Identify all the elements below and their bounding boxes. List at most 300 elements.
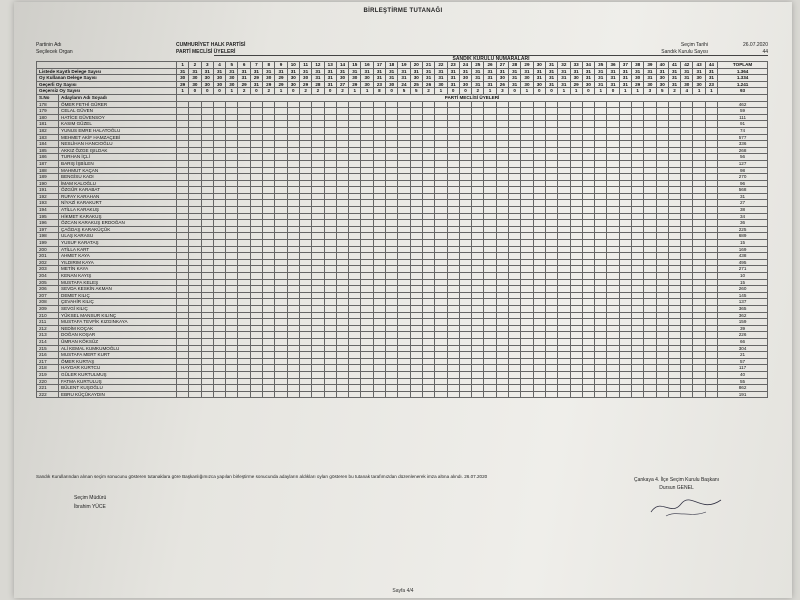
vote-cell [607,312,619,319]
vote-cell [496,180,508,187]
summary-value: 31 [545,75,557,82]
vote-cell [386,220,398,227]
candidate-number: 205 [37,279,59,286]
vote-cell [693,378,705,385]
vote-cell [595,286,607,293]
vote-cell [275,292,287,299]
vote-cell [496,167,508,174]
vote-cell [410,207,422,214]
vote-cell [607,259,619,266]
vote-cell [496,121,508,128]
vote-cell [582,121,594,128]
vote-cell [656,371,668,378]
vote-cell [459,233,471,240]
vote-cell [324,365,336,372]
vote-cell [644,332,656,339]
vote-cell [545,253,557,260]
candidate-name: YUNUS EMRE HALATOĞLU [59,127,177,134]
vote-cell [472,325,484,332]
vote-cell [275,266,287,273]
vote-cell [705,246,717,253]
vote-cell [386,233,398,240]
vote-cell [263,358,275,365]
table-row [37,187,768,194]
vote-cell [349,352,361,359]
vote-cell [422,108,434,115]
vote-cell [435,200,447,207]
vote-cell [238,226,250,233]
vote-cell [373,246,385,253]
vote-cell [558,193,570,200]
candidate-number: 207 [37,292,59,299]
vote-cell [386,121,398,128]
vote-cell [386,174,398,181]
vote-cell [275,246,287,253]
table-row [37,147,768,154]
vote-cell [238,266,250,273]
vote-cell [545,246,557,253]
vote-cell [398,193,410,200]
vote-cell [299,266,311,273]
vote-cell [349,299,361,306]
vote-cell [398,121,410,128]
candidate-total: 117 [718,365,768,372]
vote-cell [619,193,631,200]
vote-cell [275,352,287,359]
vote-cell [607,220,619,227]
vote-cell [521,286,533,293]
vote-cell [668,226,680,233]
vote-cell [410,305,422,312]
vote-cell [299,371,311,378]
vote-cell [226,193,238,200]
vote-cell [582,160,594,167]
vote-cell [263,207,275,214]
vote-cell [496,332,508,339]
vote-cell [349,154,361,161]
vote-cell [607,174,619,181]
vote-cell [250,371,262,378]
vote-cell [422,292,434,299]
summary-value: 0 [447,88,459,95]
vote-cell [336,154,348,161]
vote-cell [422,127,434,134]
vote-cell [705,391,717,398]
column-number: 42 [681,62,693,69]
vote-cell [410,345,422,352]
table-row [37,286,768,293]
vote-cell [484,101,496,108]
vote-cell [570,220,582,227]
vote-cell [373,213,385,220]
vote-cell [422,220,434,227]
vote-cell [558,200,570,207]
vote-cell [373,253,385,260]
vote-cell [472,121,484,128]
vote-cell [287,312,299,319]
vote-cell [619,352,631,359]
vote-cell [484,240,496,247]
candidate-total: 34 [718,213,768,220]
vote-cell [373,226,385,233]
summary-value: 25 [410,81,422,88]
vote-cell [619,127,631,134]
summary-value: 30 [533,81,545,88]
vote-cell [299,246,311,253]
summary-value: 31 [410,68,422,75]
vote-cell [275,332,287,339]
vote-cell [472,319,484,326]
vote-cell [705,325,717,332]
vote-cell [299,108,311,115]
vote-cell [705,352,717,359]
vote-cell [435,180,447,187]
vote-cell [447,319,459,326]
vote-cell [681,325,693,332]
summary-value: 1 [693,88,705,95]
summary-value: 31 [177,68,189,75]
vote-cell [607,121,619,128]
vote-cell [299,141,311,148]
vote-cell [263,193,275,200]
vote-cell [361,279,373,286]
vote-cell [373,371,385,378]
vote-cell [226,240,238,247]
vote-cell [668,338,680,345]
vote-cell [263,240,275,247]
vote-cell [299,134,311,141]
vote-cell [484,365,496,372]
table-row [37,167,768,174]
vote-cell [201,352,213,359]
vote-cell [386,378,398,385]
vote-cell [668,286,680,293]
vote-cell [213,141,225,148]
vote-cell [681,160,693,167]
vote-cell [619,240,631,247]
summary-value: 30 [287,75,299,82]
vote-cell [545,187,557,194]
vote-cell [607,358,619,365]
vote-cell [373,279,385,286]
vote-cell [472,226,484,233]
vote-cell [533,391,545,398]
vote-cell [631,187,643,194]
vote-cell [238,233,250,240]
summary-value: 31 [644,68,656,75]
vote-cell [496,114,508,121]
vote-cell [312,266,324,273]
summary-value: 0 [582,88,594,95]
vote-cell [435,338,447,345]
vote-cell [422,365,434,372]
vote-cell [398,371,410,378]
candidate-name: SEVGİ KILIÇ [59,305,177,312]
vote-cell [299,391,311,398]
vote-cell [238,332,250,339]
vote-cell [312,240,324,247]
vote-cell [435,358,447,365]
vote-cell [263,338,275,345]
vote-cell [287,193,299,200]
vote-cell [570,193,582,200]
vote-cell [336,174,348,181]
vote-cell [386,101,398,108]
vote-cell [656,279,668,286]
vote-cell [373,312,385,319]
vote-cell [668,253,680,260]
summary-value: 1 [705,88,717,95]
vote-cell [299,147,311,154]
vote-cell [681,266,693,273]
vote-cell [472,240,484,247]
summary-value: 30 [386,81,398,88]
vote-cell [705,305,717,312]
vote-cell [693,338,705,345]
vote-cell [459,338,471,345]
vote-cell [644,134,656,141]
summary-value: 31 [472,81,484,88]
candidate-number: 188 [37,167,59,174]
candidate-number: 218 [37,365,59,372]
table-row [37,246,768,253]
vote-cell [213,180,225,187]
vote-cell [693,319,705,326]
vote-cell [447,259,459,266]
vote-cell [484,147,496,154]
vote-cell [631,154,643,161]
document-page [14,2,792,598]
summary-value: 23 [705,81,717,88]
vote-cell [435,114,447,121]
vote-cell [619,299,631,306]
vote-cell [324,240,336,247]
vote-cell [595,365,607,372]
summary-value: 31 [226,68,238,75]
candidate-number: 184 [37,141,59,148]
vote-cell [275,299,287,306]
vote-cell [668,358,680,365]
vote-cell [250,312,262,319]
vote-cell [398,233,410,240]
vote-cell [435,167,447,174]
vote-cell [238,240,250,247]
table-row [37,358,768,365]
vote-cell [545,101,557,108]
vote-cell [595,319,607,326]
vote-cell [226,101,238,108]
vote-cell [558,127,570,134]
vote-cell [226,312,238,319]
vote-cell [668,160,680,167]
vote-cell [705,299,717,306]
sig-right-title: Çankaya 4. İlçe Seçim Kurulu Başkanı [634,477,720,483]
vote-cell [201,358,213,365]
vote-cell [299,299,311,306]
table-row [37,312,768,319]
vote-cell [509,338,521,345]
vote-cell [533,240,545,247]
vote-cell [545,154,557,161]
vote-cell [435,220,447,227]
vote-cell [656,154,668,161]
vote-cell [299,174,311,181]
vote-cell [545,233,557,240]
vote-cell [509,213,521,220]
candidate-number: 200 [37,246,59,253]
candidate-total: 40 [718,371,768,378]
vote-cell [250,134,262,141]
vote-cell [533,358,545,365]
vote-cell [459,319,471,326]
vote-cell [644,345,656,352]
vote-cell [238,127,250,134]
vote-cell [496,108,508,115]
vote-cell [472,286,484,293]
column-number: 14 [336,62,348,69]
vote-cell [226,134,238,141]
vote-cell [631,174,643,181]
vote-cell [656,141,668,148]
vote-cell [681,312,693,319]
summary-value: 24 [398,81,410,88]
vote-cell [410,259,422,266]
vote-cell [570,391,582,398]
vote-cell [312,127,324,134]
vote-cell [644,207,656,214]
vote-cell [213,240,225,247]
vote-cell [422,174,434,181]
vote-cell [533,253,545,260]
vote-cell [398,101,410,108]
summary-value: 31 [693,68,705,75]
vote-cell [373,345,385,352]
vote-cell [521,193,533,200]
vote-cell [582,147,594,154]
vote-cell [349,114,361,121]
vote-cell [336,180,348,187]
candidate-number: 203 [37,266,59,273]
vote-cell [386,338,398,345]
summary-value: 31 [349,68,361,75]
vote-cell [693,259,705,266]
vote-cell [373,160,385,167]
vote-cell [533,200,545,207]
vote-cell [681,141,693,148]
vote-cell [521,292,533,299]
summary-value: 31 [607,68,619,75]
vote-cell [644,305,656,312]
vote-cell [275,134,287,141]
vote-cell [263,220,275,227]
vote-cell [447,391,459,398]
vote-cell [201,134,213,141]
vote-cell [472,174,484,181]
vote-cell [189,160,201,167]
vote-cell [238,319,250,326]
vote-cell [558,299,570,306]
vote-cell [189,108,201,115]
vote-cell [435,305,447,312]
summary-value: 30 [582,81,594,88]
vote-cell [177,246,189,253]
vote-cell [238,378,250,385]
vote-cell [459,121,471,128]
vote-cell [533,187,545,194]
vote-cell [644,385,656,392]
vote-cell [324,259,336,266]
vote-cell [705,154,717,161]
vote-cell [238,371,250,378]
summary-value: 5 [398,88,410,95]
vote-cell [226,233,238,240]
summary-value: 1 [177,88,189,95]
vote-cell [312,352,324,359]
candidate-number: 208 [37,299,59,306]
vote-cell [213,259,225,266]
vote-cell [361,114,373,121]
vote-cell [631,352,643,359]
vote-cell [447,187,459,194]
vote-cell [459,352,471,359]
candidate-name: AKKIZ ÖZGE IŞILDAK [59,147,177,154]
selection-label: Seçilecek Organ [36,49,73,55]
vote-cell [410,226,422,233]
vote-cell [472,160,484,167]
vote-cell [545,378,557,385]
vote-cell [287,286,299,293]
signature-left [74,494,106,512]
candidate-number: 201 [37,253,59,260]
vote-cell [349,160,361,167]
vote-cell [582,391,594,398]
vote-cell [570,312,582,319]
table-row [37,226,768,233]
vote-cell [595,266,607,273]
vote-cell [668,174,680,181]
vote-cell [373,319,385,326]
vote-cell [570,147,582,154]
vote-cell [435,378,447,385]
vote-cell [336,365,348,372]
vote-cell [312,114,324,121]
vote-cell [226,352,238,359]
vote-cell [693,292,705,299]
vote-cell [312,147,324,154]
vote-cell [238,286,250,293]
summary-value: 26 [422,81,434,88]
vote-cell [521,338,533,345]
candidate-name: YILDIRIM KAYA [59,259,177,266]
vote-cell [263,365,275,372]
vote-cell [558,365,570,372]
vote-cell [631,226,643,233]
vote-cell [619,312,631,319]
vote-cell [472,332,484,339]
vote-cell [324,200,336,207]
vote-cell [349,108,361,115]
vote-cell [558,253,570,260]
vote-cell [681,332,693,339]
vote-cell [582,345,594,352]
candidate-name: ATİLLA KART [59,246,177,253]
summary-value: 30 [349,75,361,82]
vote-cell [681,193,693,200]
vote-cell [472,246,484,253]
vote-cell [349,246,361,253]
vote-cell [656,134,668,141]
selection-value: PARTİ MECLİSİ ÜYELERİ [176,49,236,55]
